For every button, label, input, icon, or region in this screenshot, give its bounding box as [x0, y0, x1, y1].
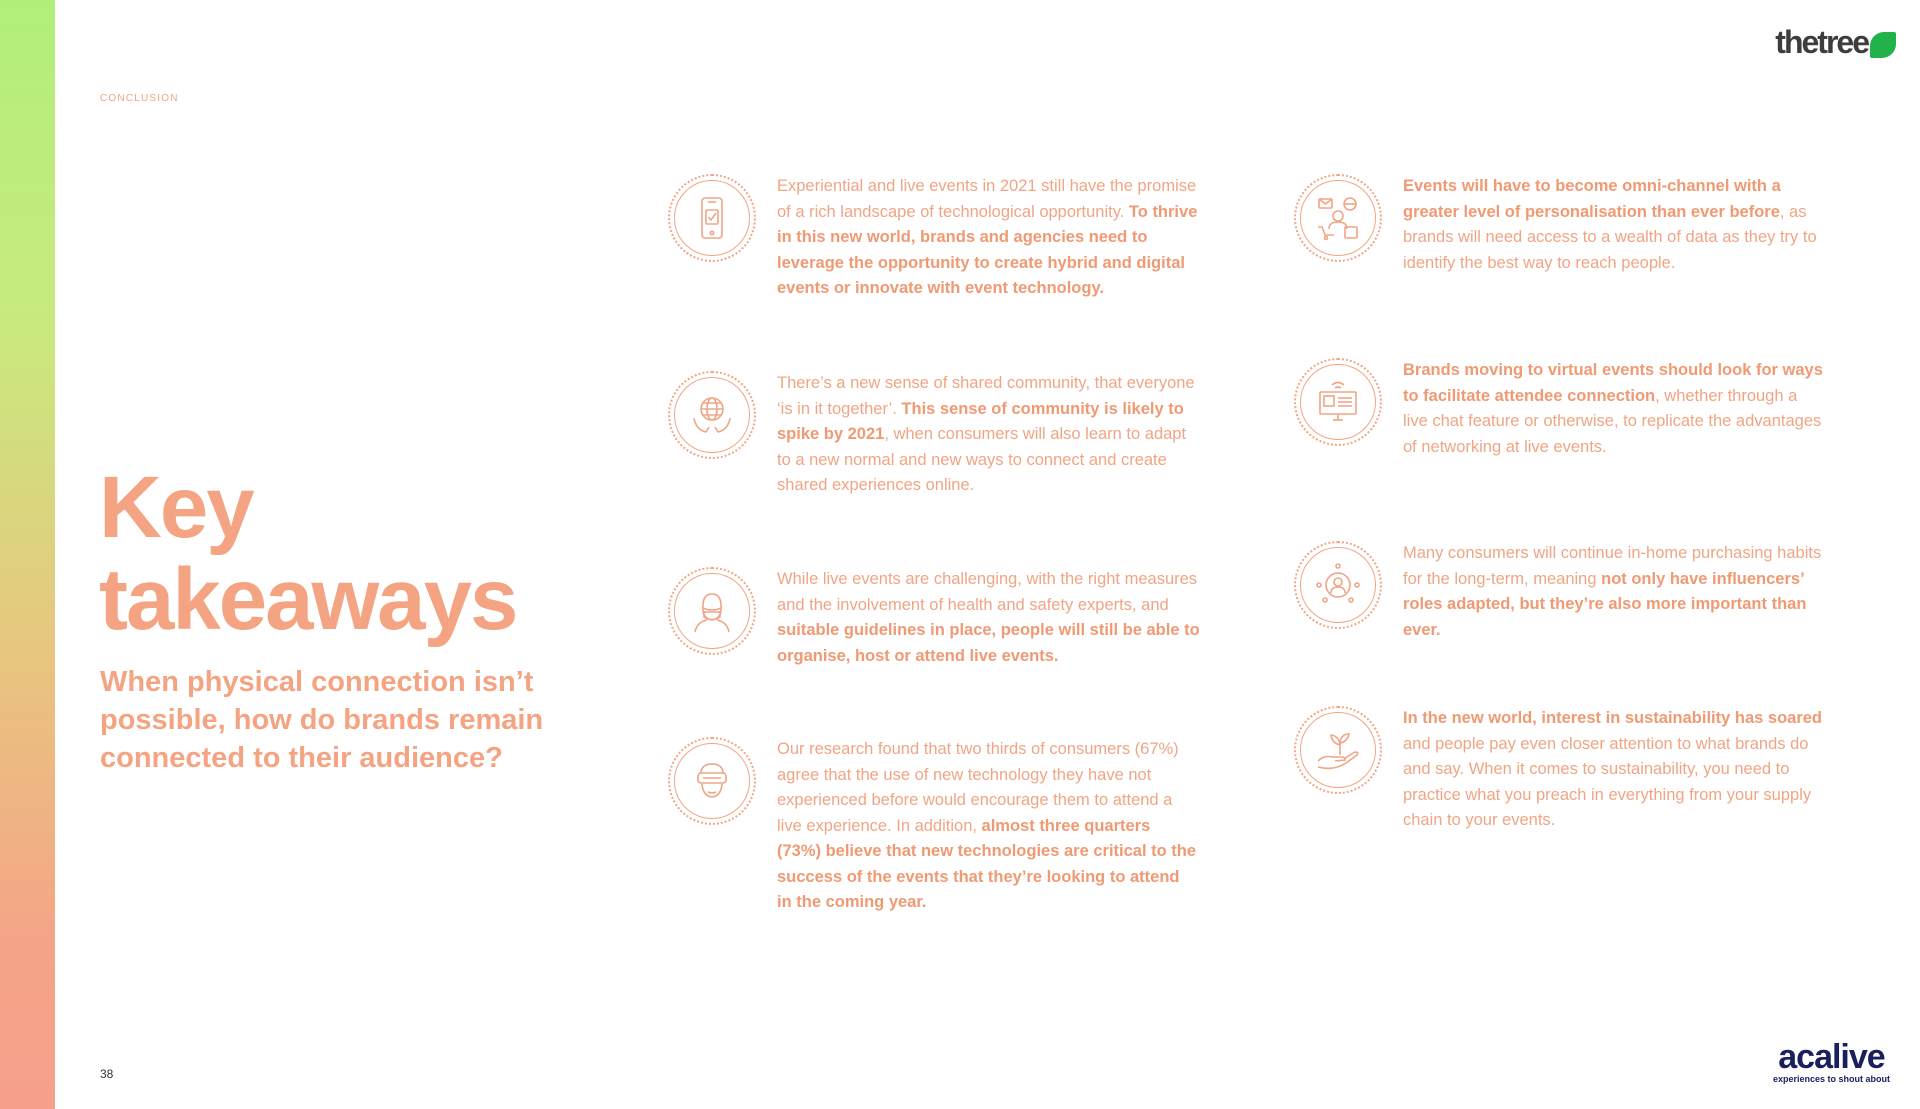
- text-run: and people pay even closer attention to what brands do and say. When it comes to sustainability, you need to practice what you preach in everything from your supply chain to your events.: [1403, 734, 1812, 829]
- vr-headset-icon: [668, 737, 756, 825]
- text-run: Our research found that two thirds of consumers (67%) agree that the use of new technology they have not experienced before would encourage them to attend a live experience. In addition,: [777, 740, 1179, 835]
- takeaway-5: [1294, 174, 1824, 276]
- omni-channel-icon: [1294, 174, 1382, 262]
- virtual-event-screen-icon: [1294, 358, 1382, 446]
- text-run-bold: Brands moving to virtual events should look for ways to facilitate attendee connection: [1403, 361, 1823, 405]
- smartphone-icon: [668, 174, 756, 262]
- text-run: There’s a new sense of shared community, that everyone ‘is in it together’.: [777, 374, 1195, 418]
- text-run-bold: Events will have to become omni-channel with a greater level of personalisation than ever before: [1403, 177, 1781, 221]
- text-run-bold: This sense of community is likely to spike by 2021: [777, 399, 1184, 443]
- text-run: , when consumers will also learn to adapt to a new normal and new ways to connect and create shared experiences online.: [777, 425, 1187, 494]
- text-run-bold: not only have influencers’ roles adapted, but they’re also more important than ever.: [1403, 569, 1807, 639]
- gradient-side-strip: [0, 0, 55, 1109]
- takeaway-1: [668, 174, 1198, 302]
- takeaway-7: [1294, 541, 1824, 643]
- acalive-tagline: experiences to shout about: [1772, 1074, 1890, 1084]
- page-title: [99, 459, 599, 648]
- page-number: 38: [100, 1067, 114, 1081]
- subheading: When physical connection isn’t possible, how do brands remain connected to their audience?: [100, 666, 544, 774]
- face-mask-icon: [668, 567, 756, 655]
- takeaway-6: [1294, 358, 1824, 460]
- text-run: While live events are challenging, with the right measures and the involvement of health and safety experts, and: [777, 570, 1198, 614]
- section-label: CONCLUSION: [100, 93, 179, 104]
- page-title-line-1: Key: [99, 459, 253, 556]
- text-run-bold: To thrive in this new world, brands and agencies need to leverage the opportunity to create hybrid and digital events or innovate with event technology.: [777, 202, 1198, 297]
- globe-hands-icon: [668, 371, 756, 459]
- takeaway-text: [777, 567, 1208, 669]
- takeaway-8: [1294, 706, 1824, 834]
- text-run: Experiential and live events in 2021 still have the promise of a rich landscape of technological opportunity.: [777, 177, 1197, 221]
- takeaway-text: [777, 174, 1198, 302]
- takeaway-text: [1403, 706, 1824, 834]
- plant-hand-icon: [1294, 706, 1382, 794]
- takeaway-2: [668, 371, 1198, 499]
- acalive-logo-text: acalive: [1778, 1038, 1885, 1076]
- text-run: Many consumers will continue in-home purchasing habits for the long-term, meaning: [1403, 544, 1822, 588]
- text-run-bold: In the new world, interest in sustainability has soared: [1403, 709, 1823, 727]
- takeaway-3: [668, 567, 1208, 669]
- text-run: , whether through a live chat feature or otherwise, to replicate the advantages of networking at live events.: [1403, 386, 1822, 456]
- takeaway-text: [1403, 174, 1824, 276]
- text-run-bold: almost three quarters (73%) believe that new technologies are critical to the success of the events that they’re looking to attend in the coming year.: [777, 816, 1197, 911]
- takeaway-4: [668, 737, 1198, 916]
- text-run-bold: suitable guidelines in place, people will still be able to organise, host or attend live events.: [777, 621, 1200, 665]
- takeaway-text: [1403, 358, 1824, 460]
- thetree-logo-text: thetree: [1775, 24, 1868, 60]
- takeaway-text: [1403, 541, 1824, 643]
- takeaway-text: [777, 371, 1198, 499]
- leaf-icon: [1870, 32, 1896, 58]
- thetree-logo: [1775, 24, 1896, 61]
- text-run: , as brands will need access to a wealth of data as they try to identify the best way to reach people.: [1403, 202, 1817, 272]
- takeaway-text: [777, 737, 1198, 916]
- acalive-logo: [1773, 1040, 1890, 1084]
- page-title-line-2: takeaways: [99, 551, 517, 648]
- influencer-icon: [1294, 541, 1382, 629]
